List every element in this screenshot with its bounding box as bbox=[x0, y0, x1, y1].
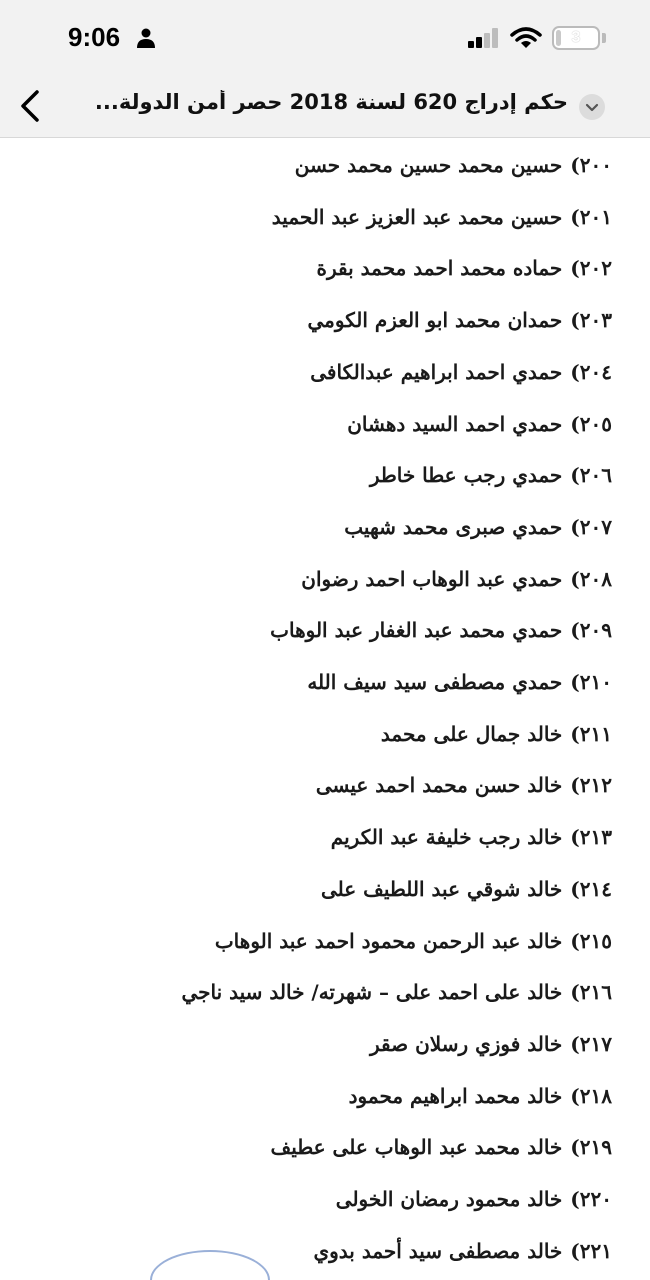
list-item-number: ٢٠١) bbox=[570, 204, 612, 229]
list-item bbox=[313, 1226, 612, 1276]
list-item bbox=[336, 1174, 612, 1224]
list-item-number: ٢١٠) bbox=[570, 670, 612, 694]
list-item bbox=[181, 967, 612, 1017]
list-item bbox=[321, 864, 612, 914]
list-item-number: ٢١٦) bbox=[570, 980, 612, 1005]
list-item-name: خالد محمود رمضان الخولى bbox=[335, 1187, 563, 1211]
signal-icon bbox=[468, 28, 500, 48]
list-item-name: خالد محمد عبد الوهاب على عطيف bbox=[270, 1135, 563, 1160]
list-item-number: ٢٠٦) bbox=[570, 463, 612, 488]
list-item-name: خالد فوزي رسلان صقر bbox=[369, 1031, 563, 1056]
list-item-number: ٢١٢) bbox=[570, 773, 612, 798]
list-item bbox=[307, 657, 612, 707]
list-item bbox=[370, 450, 612, 500]
list-item bbox=[310, 347, 612, 397]
list-item bbox=[331, 812, 612, 862]
list-item-name: حمدي احمد ابراهيم عبدالكافى bbox=[310, 359, 563, 384]
list-item-number: ٢١٥) bbox=[570, 928, 612, 953]
list-item-name: خالد رجب خليفة عبد الكريم bbox=[330, 825, 563, 850]
list-item-name: حمدي احمد السيد دهشان bbox=[347, 411, 563, 436]
list-item-name: خالد شوقي عبد اللطيف على bbox=[320, 876, 563, 901]
list-item bbox=[270, 605, 612, 655]
list-item-name: خالد حسن محمد احمد عيسى bbox=[315, 773, 563, 798]
chevron-down-icon[interactable] bbox=[579, 94, 605, 120]
list-item bbox=[295, 140, 612, 190]
list-item bbox=[272, 192, 612, 242]
list-item-name: خالد على احمد على – شهرته/ خالد سيد ناجي bbox=[181, 980, 563, 1005]
battery-icon bbox=[552, 26, 600, 50]
list-item-name: حسين محمد عبد العزيز عبد الحميد bbox=[271, 204, 563, 229]
list-item bbox=[301, 554, 612, 604]
status-bar bbox=[0, 0, 650, 76]
list-item-number: ٢١٧) bbox=[570, 1031, 612, 1056]
list-item-name: حمدي مصطفى سيد سيف الله bbox=[307, 670, 563, 694]
list-item-name: خالد عبد الرحمن محمود احمد عبد الوهاب bbox=[214, 928, 563, 953]
list-item-number: ٢٠٨) bbox=[570, 566, 612, 591]
list-item-name: خالد جمال على محمد bbox=[380, 721, 563, 746]
list-item-number: ٢١٣) bbox=[570, 825, 612, 850]
list-item-name: خالد مصطفى سيد أحمد بدوي bbox=[313, 1238, 563, 1263]
list-item-number: ٢٠٠) bbox=[570, 153, 612, 177]
list-item-name: حماده محمد احمد محمد بقرة bbox=[316, 256, 563, 281]
list-item bbox=[316, 243, 612, 293]
list-item-name: خالد محمد ابراهيم محمود bbox=[348, 1083, 563, 1108]
list-item bbox=[271, 1122, 612, 1172]
list-item-name: حمدي صبرى محمد شهيب bbox=[344, 514, 563, 539]
list-item-number: ٢٠٢) bbox=[570, 256, 612, 281]
list-item-number: ٢٠٩) bbox=[570, 618, 612, 643]
wifi-icon bbox=[510, 26, 542, 50]
list-item bbox=[349, 1071, 612, 1121]
list-item-name: حمدي رجب عطا خاطر bbox=[369, 463, 563, 488]
list-item-name: حمدي عبد الوهاب احمد رضوان bbox=[301, 566, 563, 591]
list-item-number: ٢١٨) bbox=[570, 1083, 612, 1108]
list-item-number: ٢٢١) bbox=[570, 1238, 612, 1263]
list-item bbox=[370, 1019, 612, 1069]
list-item bbox=[344, 502, 612, 552]
list-item-number: ٢١١) bbox=[570, 721, 612, 746]
list-item bbox=[215, 916, 612, 966]
chevron-left-icon bbox=[10, 84, 50, 128]
list-item-number: ٢٠٧) bbox=[570, 514, 612, 539]
person-icon bbox=[137, 28, 155, 48]
nav-bar bbox=[0, 76, 650, 138]
back-button[interactable] bbox=[10, 84, 50, 128]
list-item bbox=[381, 709, 612, 759]
list-item-name: حسين محمد حسين محمد حسن bbox=[294, 153, 563, 177]
list-item-number: ٢٠٥) bbox=[570, 411, 612, 436]
list-item-number: ٢٢٠) bbox=[570, 1187, 612, 1211]
list-item-number: ٢٠٣) bbox=[570, 308, 612, 333]
list-item-number: ٢٠٤) bbox=[570, 359, 612, 384]
battery-level: 3 bbox=[571, 29, 581, 46]
list-item-name: حمدان محمد ابو العزم الكومي bbox=[307, 308, 563, 333]
list-item-name: حمدي محمد عبد الغفار عبد الوهاب bbox=[270, 618, 563, 643]
list-item bbox=[308, 295, 613, 345]
document-title[interactable]: حكم إدراج 620 لسنة 2018 حصر أمن الدولة... bbox=[94, 90, 568, 114]
battery-tip bbox=[602, 33, 606, 43]
document-viewer[interactable] bbox=[0, 139, 650, 1280]
list-item-number: ٢١٤) bbox=[570, 876, 612, 901]
list-item bbox=[316, 760, 612, 810]
status-time: 9:06 bbox=[68, 22, 121, 52]
list-item-number: ٢١٩) bbox=[570, 1135, 612, 1160]
list-item bbox=[347, 399, 612, 449]
